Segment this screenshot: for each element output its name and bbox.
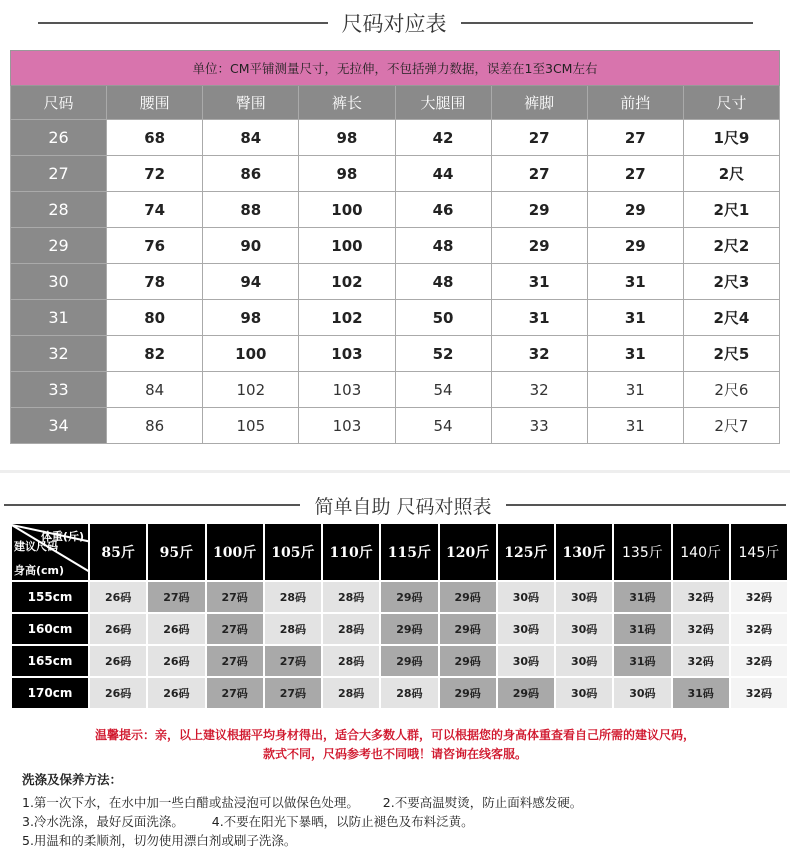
suggested-size-cell: 27码	[264, 645, 322, 677]
height-row	[11, 645, 788, 677]
size-value-cell: 98	[299, 120, 395, 156]
size-value-cell: 2尺2	[683, 228, 779, 264]
suggested-size-cell: 26码	[147, 677, 205, 709]
suggested-size-cell: 32码	[730, 645, 788, 677]
size-value-cell: 103	[299, 336, 395, 372]
size-value-cell: 1尺9	[683, 120, 779, 156]
size-header-cell: 裤脚	[491, 86, 587, 120]
size-value-cell: 86	[203, 156, 299, 192]
size-value-cell: 52	[395, 336, 491, 372]
help-table	[10, 522, 789, 710]
suggested-size-cell: 27码	[147, 581, 205, 613]
size-value-cell: 27	[587, 156, 683, 192]
size-value-cell: 48	[395, 264, 491, 300]
size-header-cell: 腰围	[107, 86, 203, 120]
corner-cell	[11, 523, 89, 581]
size-value-cell: 27	[491, 156, 587, 192]
size-label-cell: 33	[11, 372, 107, 408]
weight-header-cell: 140斤	[672, 523, 730, 581]
suggested-size-cell: 27码	[206, 613, 264, 645]
size-row	[11, 300, 780, 336]
suggested-size-cell: 29码	[439, 645, 497, 677]
unit-note: 单位：CM平铺测量尺寸，无拉伸，不包括弹力数据，误差在1至3CM左右	[11, 51, 780, 86]
title-divider-right	[506, 504, 786, 506]
suggested-size-cell: 29码	[380, 613, 438, 645]
suggested-size-cell: 30码	[497, 645, 555, 677]
suggested-size-cell: 32码	[672, 645, 730, 677]
suggested-size-cell: 31码	[613, 581, 671, 613]
suggested-size-cell: 32码	[730, 677, 788, 709]
weight-header-cell: 95斤	[147, 523, 205, 581]
size-label-cell: 31	[11, 300, 107, 336]
size-value-cell: 27	[587, 120, 683, 156]
suggested-size-cell: 28码	[322, 581, 380, 613]
size-header-cell: 裤长	[299, 86, 395, 120]
weight-header-row	[11, 523, 788, 581]
size-table-title: 尺码对应表	[341, 12, 447, 36]
size-table	[10, 50, 780, 444]
suggested-size-cell: 32码	[672, 613, 730, 645]
size-table-header	[11, 86, 780, 120]
height-label-cell: 160cm	[11, 613, 89, 645]
help-table-title-row	[0, 492, 790, 518]
size-value-cell: 68	[107, 120, 203, 156]
size-value-cell: 2尺7	[683, 408, 779, 444]
size-value-cell: 32	[491, 372, 587, 408]
suggested-size-cell: 27码	[206, 581, 264, 613]
suggested-size-cell: 28码	[322, 677, 380, 709]
suggested-size-cell: 30码	[555, 613, 613, 645]
size-value-cell: 74	[107, 192, 203, 228]
size-label-cell: 29	[11, 228, 107, 264]
size-value-cell: 80	[107, 300, 203, 336]
corner-suggest-label: 建议尺码	[14, 540, 58, 553]
suggested-size-cell: 28码	[264, 613, 322, 645]
weight-header-cell: 120斤	[439, 523, 497, 581]
size-value-cell: 103	[299, 408, 395, 444]
suggested-size-cell: 28码	[264, 581, 322, 613]
size-value-cell: 105	[203, 408, 299, 444]
corner-height-label: 身高(cm)	[14, 564, 65, 577]
suggested-size-cell: 28码	[380, 677, 438, 709]
suggested-size-cell: 27码	[264, 677, 322, 709]
size-table-title-row	[0, 8, 790, 38]
size-value-cell: 2尺	[683, 156, 779, 192]
size-label-cell: 32	[11, 336, 107, 372]
size-label-cell: 27	[11, 156, 107, 192]
size-value-cell: 102	[299, 300, 395, 336]
suggested-size-cell: 26码	[89, 581, 147, 613]
size-label-cell: 26	[11, 120, 107, 156]
weight-header-cell: 135斤	[613, 523, 671, 581]
height-row	[11, 581, 788, 613]
corner-weight-label: 体重(斤)	[40, 530, 84, 543]
size-value-cell: 88	[203, 192, 299, 228]
care-line-3: 5.用温和的柔顺剂，切勿使用漂白剂或刷子洗涤。	[22, 833, 297, 848]
height-row	[11, 613, 788, 645]
size-row	[11, 156, 780, 192]
suggested-size-cell: 29码	[497, 677, 555, 709]
size-label-cell: 34	[11, 408, 107, 444]
size-value-cell: 31	[587, 300, 683, 336]
suggested-size-cell: 32码	[730, 613, 788, 645]
height-row	[11, 677, 788, 709]
size-value-cell: 98	[299, 156, 395, 192]
size-value-cell: 90	[203, 228, 299, 264]
weight-header-cell: 145斤	[730, 523, 788, 581]
suggested-size-cell: 29码	[380, 581, 438, 613]
title-divider-right	[461, 22, 753, 24]
size-value-cell: 31	[587, 408, 683, 444]
suggested-size-cell: 27码	[206, 677, 264, 709]
size-row	[11, 336, 780, 372]
size-header-cell: 前挡	[587, 86, 683, 120]
care-line-2: 3.冷水洗涤，最好反面洗涤。 4.不要在阳光下暴晒，以防止褪色及布料泛黄。	[22, 814, 474, 829]
suggested-size-cell: 28码	[322, 613, 380, 645]
suggested-size-cell: 26码	[89, 645, 147, 677]
suggested-size-cell: 32码	[730, 581, 788, 613]
size-row	[11, 372, 780, 408]
size-value-cell: 2尺4	[683, 300, 779, 336]
suggested-size-cell: 30码	[613, 677, 671, 709]
suggested-size-cell: 30码	[555, 581, 613, 613]
suggested-size-cell: 29码	[439, 581, 497, 613]
size-value-cell: 2尺3	[683, 264, 779, 300]
size-value-cell: 42	[395, 120, 491, 156]
size-value-cell: 46	[395, 192, 491, 228]
suggested-size-cell: 26码	[147, 645, 205, 677]
size-header-cell: 尺寸	[683, 86, 779, 120]
suggested-size-cell: 29码	[439, 677, 497, 709]
size-value-cell: 31	[587, 264, 683, 300]
size-value-cell: 31	[491, 264, 587, 300]
suggested-size-cell: 30码	[497, 581, 555, 613]
suggested-size-cell: 31码	[672, 677, 730, 709]
suggested-size-cell: 29码	[380, 645, 438, 677]
size-label-cell: 30	[11, 264, 107, 300]
height-label-cell: 170cm	[11, 677, 89, 709]
size-value-cell: 29	[587, 228, 683, 264]
weight-header-cell: 85斤	[89, 523, 147, 581]
size-row	[11, 192, 780, 228]
size-value-cell: 84	[107, 372, 203, 408]
size-value-cell: 27	[491, 120, 587, 156]
size-row	[11, 408, 780, 444]
suggested-size-cell: 26码	[89, 613, 147, 645]
size-value-cell: 100	[203, 336, 299, 372]
size-value-cell: 48	[395, 228, 491, 264]
suggested-size-cell: 26码	[89, 677, 147, 709]
size-value-cell: 102	[203, 372, 299, 408]
size-value-cell: 50	[395, 300, 491, 336]
care-title: 洗涤及保养方法：	[22, 772, 123, 787]
weight-header-cell: 100斤	[206, 523, 264, 581]
size-row	[11, 120, 780, 156]
suggested-size-cell: 28码	[322, 645, 380, 677]
size-value-cell: 102	[299, 264, 395, 300]
suggested-size-cell: 27码	[206, 645, 264, 677]
size-value-cell: 84	[203, 120, 299, 156]
size-value-cell: 44	[395, 156, 491, 192]
size-value-cell: 72	[107, 156, 203, 192]
size-value-cell: 100	[299, 192, 395, 228]
suggested-size-cell: 32码	[672, 581, 730, 613]
height-label-cell: 165cm	[11, 645, 89, 677]
size-value-cell: 54	[395, 408, 491, 444]
tip-line-2: 款式不同，尺码参考也不同哦！请咨询在线客服。	[262, 747, 527, 761]
suggested-size-cell: 30码	[555, 645, 613, 677]
weight-header-cell: 105斤	[264, 523, 322, 581]
weight-header-cell: 115斤	[380, 523, 438, 581]
height-label-cell: 155cm	[11, 581, 89, 613]
size-value-cell: 29	[491, 228, 587, 264]
size-row	[11, 228, 780, 264]
size-value-cell: 2尺1	[683, 192, 779, 228]
size-value-cell: 2尺6	[683, 372, 779, 408]
section-separator	[0, 470, 790, 473]
size-value-cell: 78	[107, 264, 203, 300]
size-value-cell: 100	[299, 228, 395, 264]
size-value-cell: 33	[491, 408, 587, 444]
size-value-cell: 94	[203, 264, 299, 300]
care-line-1: 1.第一次下水，在水中加一些白醋或盐浸泡可以做保色处理。 2.不要高温熨烫，防止面料感发硬。	[22, 795, 583, 810]
tip-line-1: 温馨提示：亲，以上建议根据平均身材得出，适合大多数人群，可以根据您的身高体重查看自己所需的建议尺码，	[94, 728, 695, 742]
suggested-size-cell: 30码	[555, 677, 613, 709]
title-divider-left	[38, 22, 328, 24]
suggested-size-cell: 30码	[497, 613, 555, 645]
help-table-title: 简单自助 尺码对照表	[314, 495, 492, 518]
suggested-size-cell: 26码	[147, 613, 205, 645]
size-row	[11, 264, 780, 300]
size-value-cell: 54	[395, 372, 491, 408]
size-header-cell: 大腿围	[395, 86, 491, 120]
weight-header-cell: 130斤	[555, 523, 613, 581]
size-value-cell: 2尺5	[683, 336, 779, 372]
size-value-cell: 98	[203, 300, 299, 336]
suggested-size-cell: 31码	[613, 613, 671, 645]
size-value-cell: 32	[491, 336, 587, 372]
size-value-cell: 103	[299, 372, 395, 408]
weight-header-cell: 110斤	[322, 523, 380, 581]
weight-header-cell: 125斤	[497, 523, 555, 581]
size-value-cell: 29	[587, 192, 683, 228]
size-header-cell: 臀围	[203, 86, 299, 120]
size-value-cell: 31	[491, 300, 587, 336]
size-value-cell: 31	[587, 372, 683, 408]
size-value-cell: 76	[107, 228, 203, 264]
suggested-size-cell: 29码	[439, 613, 497, 645]
size-value-cell: 29	[491, 192, 587, 228]
size-value-cell: 31	[587, 336, 683, 372]
suggested-size-cell: 31码	[613, 645, 671, 677]
size-value-cell: 82	[107, 336, 203, 372]
size-value-cell: 86	[107, 408, 203, 444]
size-header-cell: 尺码	[11, 86, 107, 120]
title-divider-left	[4, 504, 300, 506]
size-label-cell: 28	[11, 192, 107, 228]
